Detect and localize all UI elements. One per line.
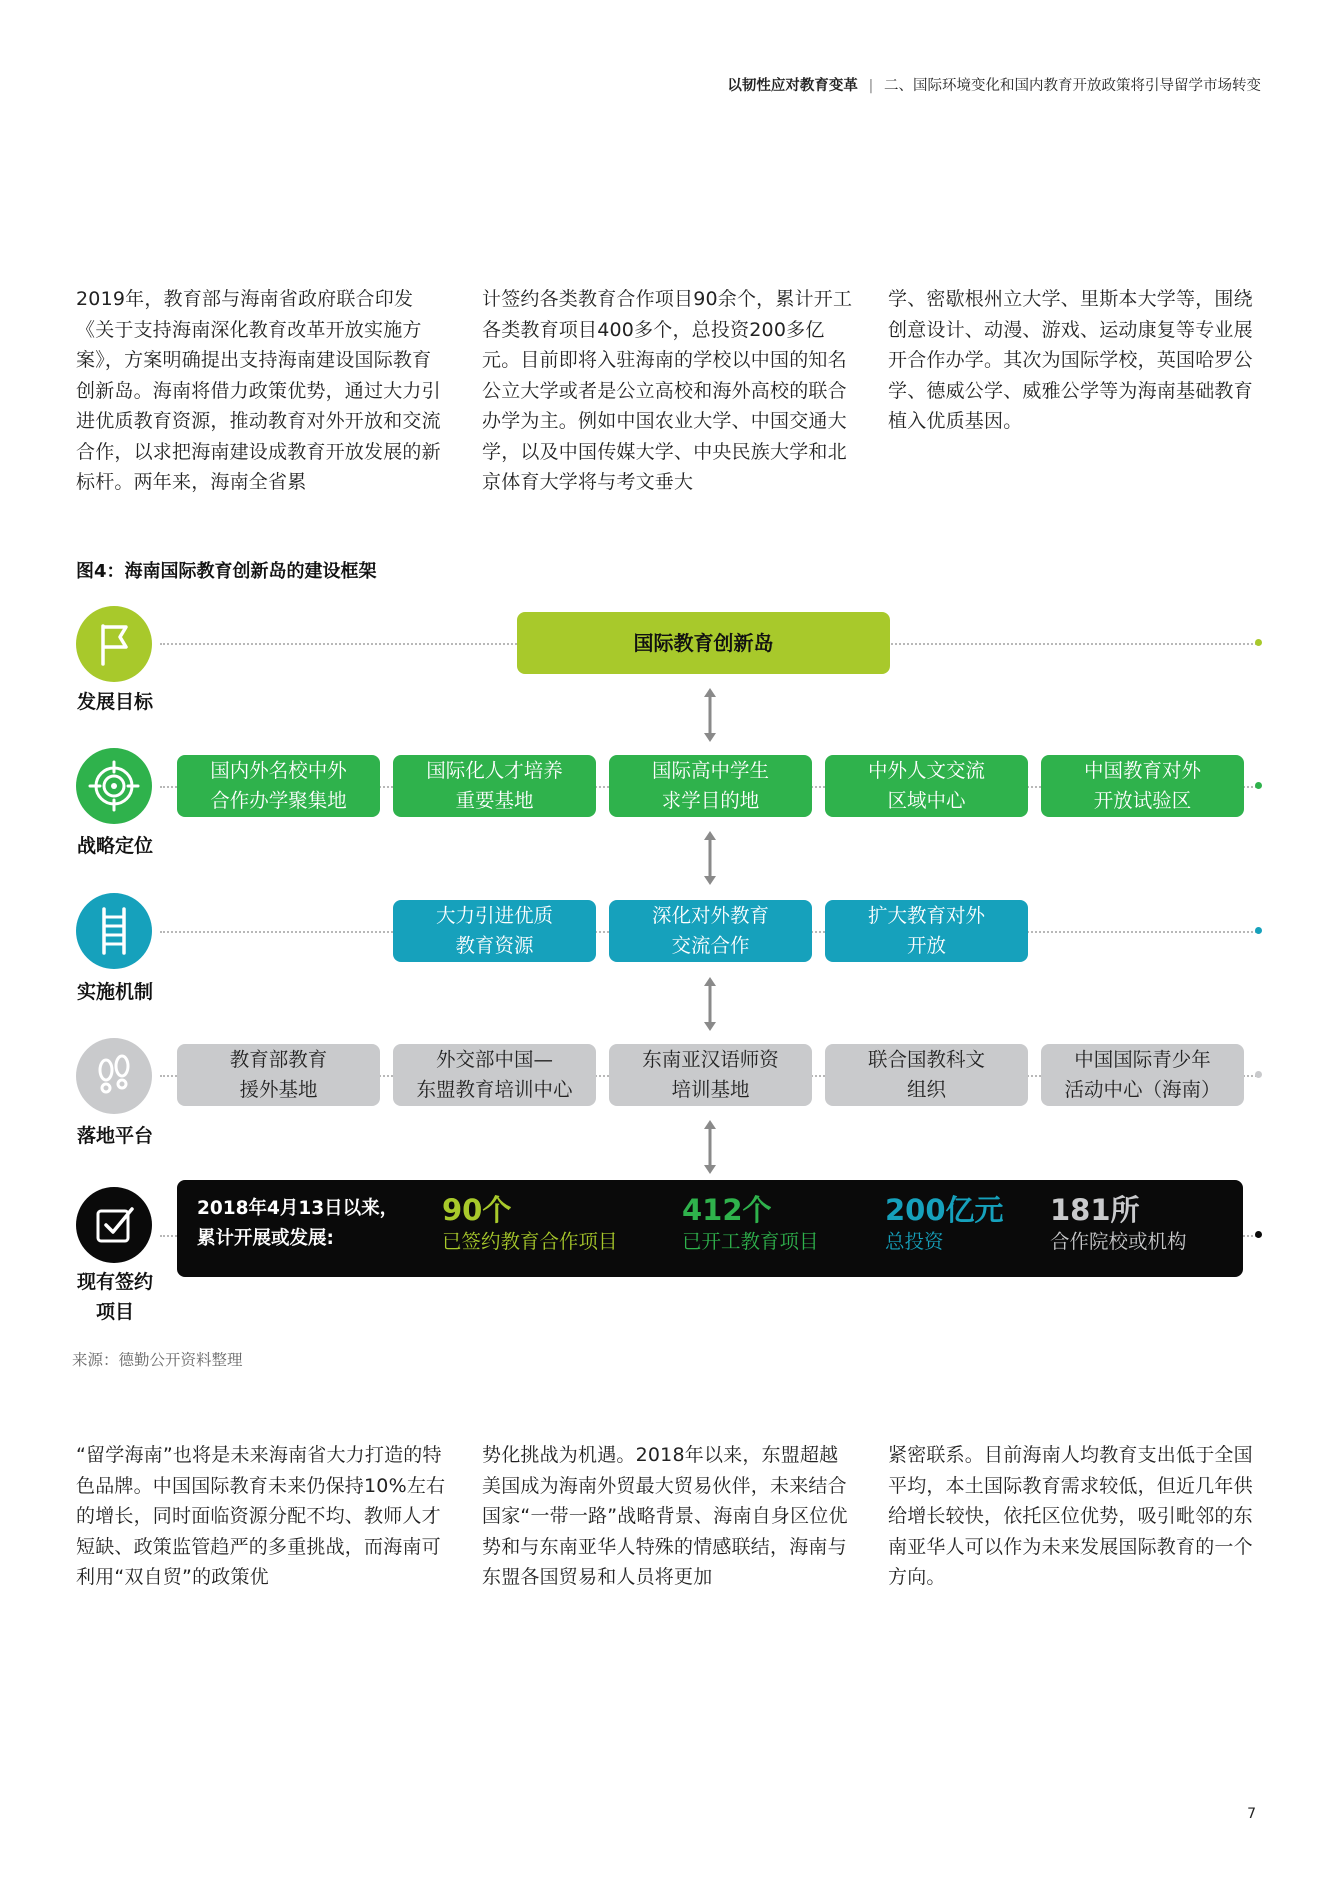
running-header — [727, 74, 1261, 95]
header-separator: | — [868, 78, 874, 94]
header-section: 二、国际环境变化和国内教育开放政策将引导留学市场转变 — [884, 78, 1261, 94]
arrow-goal-position — [703, 686, 717, 744]
stat-institutions-value: 181所 — [1050, 1193, 1140, 1227]
figure-source: 来源：德勤公开资料整理 — [72, 1351, 243, 1369]
page-number: 7 — [1247, 1806, 1256, 1822]
mechanism-box-3: 扩大教育对外 开放 — [825, 900, 1028, 962]
platform-box-2: 外交部中国— 东盟教育培训中心 — [393, 1044, 596, 1106]
header-title: 以韧性应对教育变革 — [727, 78, 858, 94]
intro-column-2: 计签约各类教育合作项目90余个，累计开工各类教育项目400多个，总投资200多亿元。目前即将入驻海南的学校以中国的知名公立大学或者是公立高校和海外高校的联合办学为主。例如中国农业大学、中国交通大学，以及中国传媒大学、中央民族大学和北京体育大学将与考文垂大 — [482, 288, 853, 493]
position-box-5: 中国教育对外 开放试验区 — [1041, 755, 1244, 817]
goal-box: 国际教育创新岛 — [517, 612, 890, 674]
projects-lead-text: 2018年4月13日以来， 累计开展或发展: — [197, 1198, 399, 1249]
position-box-2: 国际化人才培养 重要基地 — [393, 755, 596, 817]
guide-end-platform — [1255, 1071, 1262, 1078]
row-label-platform: 落地平台 — [76, 1125, 153, 1147]
stat-signed — [442, 1192, 618, 1256]
mechanism-box-1: 大力引进优质 教育资源 — [393, 900, 596, 962]
stat-investment-label: 总投资 — [885, 1230, 944, 1253]
mechanism-box-2: 深化对外教育 交流合作 — [609, 900, 812, 962]
position-box-3: 国际高中学生 求学目的地 — [609, 755, 812, 817]
platform-box-4: 联合国教科文 组织 — [825, 1044, 1028, 1106]
stat-started — [682, 1192, 819, 1256]
position-box-1: 国内外名校中外 合作办学聚集地 — [177, 755, 380, 817]
intro-column-3: 学、密歇根州立大学、里斯本大学等，围绕创意设计、动漫、游戏、运动康复等专业展开合作办学。其次为国际学校，英国哈罗公学、德威公学、威雅公学等为海南基础教育植入优质基因。 — [888, 288, 1253, 432]
row-label-projects: 现有签约 项目 — [76, 1271, 153, 1323]
checkbox-icon — [76, 1187, 152, 1263]
arrow-position-mechanism — [703, 829, 717, 887]
stat-started-label: 已开工教育项目 — [682, 1230, 819, 1253]
row-label-position: 战略定位 — [76, 835, 153, 857]
platform-box-5: 中国国际青少年 活动中心（海南） — [1041, 1044, 1244, 1106]
intro-column-1: 2019年，教育部与海南省政府联合印发《关于支持海南深化教育改革开放实施方案》，方案明确提出支持海南建设国际教育创新岛。海南将借力政策优势，通过大力引进优质教育资源，推动教育对外开放和交流合作，以求把海南建设成教育开放发展的新标杆。两年来，海南全省累 — [76, 288, 441, 493]
footprints-icon — [76, 1038, 152, 1114]
body-column-3: 紧密联系。目前海南人均教育支出低于全国平均，本土国际教育需求较低，但近几年供给增长较快，依托区位优势，吸引毗邻的东南亚华人可以作为未来发展国际教育的一个方向。 — [888, 1444, 1253, 1588]
target-icon — [76, 748, 152, 824]
stat-signed-value: 90个 — [442, 1193, 512, 1227]
figure-title: 图4：海南国际教育创新岛的建设框架 — [76, 561, 377, 582]
body-column-2: 势化挑战为机遇。2018年以来，东盟超越美国成为海南外贸最大贸易伙伴，未来结合国家“一带一路”战略背景、海南自身区位优势和与东南亚华人特殊的情感联结，海南与东盟各国贸易和人员将更加 — [482, 1444, 848, 1588]
arrow-platform-projects — [703, 1118, 717, 1176]
stat-investment-value: 200亿元 — [885, 1193, 1004, 1227]
platform-box-3: 东南亚汉语师资 培训基地 — [609, 1044, 812, 1106]
stat-investment — [885, 1192, 1004, 1256]
projects-bar — [177, 1180, 1243, 1277]
arrow-mechanism-platform — [703, 975, 717, 1033]
flag-icon — [76, 606, 152, 682]
stat-signed-label: 已签约教育合作项目 — [442, 1230, 618, 1253]
guide-end-projects — [1255, 1231, 1262, 1238]
stat-institutions — [1050, 1192, 1187, 1256]
guide-end-position — [1255, 782, 1262, 789]
row-label-mechanism: 实施机制 — [76, 981, 153, 1003]
body-column-1: “留学海南”也将是未来海南省大力打造的特色品牌。中国国际教育未来仍保持10%左右的增长，同时面临资源分配不均、教师人才短缺、政策监管趋严的多重挑战，而海南可利用“双自贸”的政策优 — [76, 1444, 446, 1588]
stat-started-value: 412个 — [682, 1193, 772, 1227]
stat-institutions-label: 合作院校或机构 — [1050, 1230, 1187, 1253]
platform-box-1: 教育部教育 援外基地 — [177, 1044, 380, 1106]
guide-end-mechanism — [1255, 927, 1262, 934]
row-label-goal: 发展目标 — [76, 691, 153, 713]
position-box-4: 中外人文交流 区域中心 — [825, 755, 1028, 817]
ladder-icon — [76, 893, 152, 969]
guide-end-goal — [1255, 639, 1262, 646]
